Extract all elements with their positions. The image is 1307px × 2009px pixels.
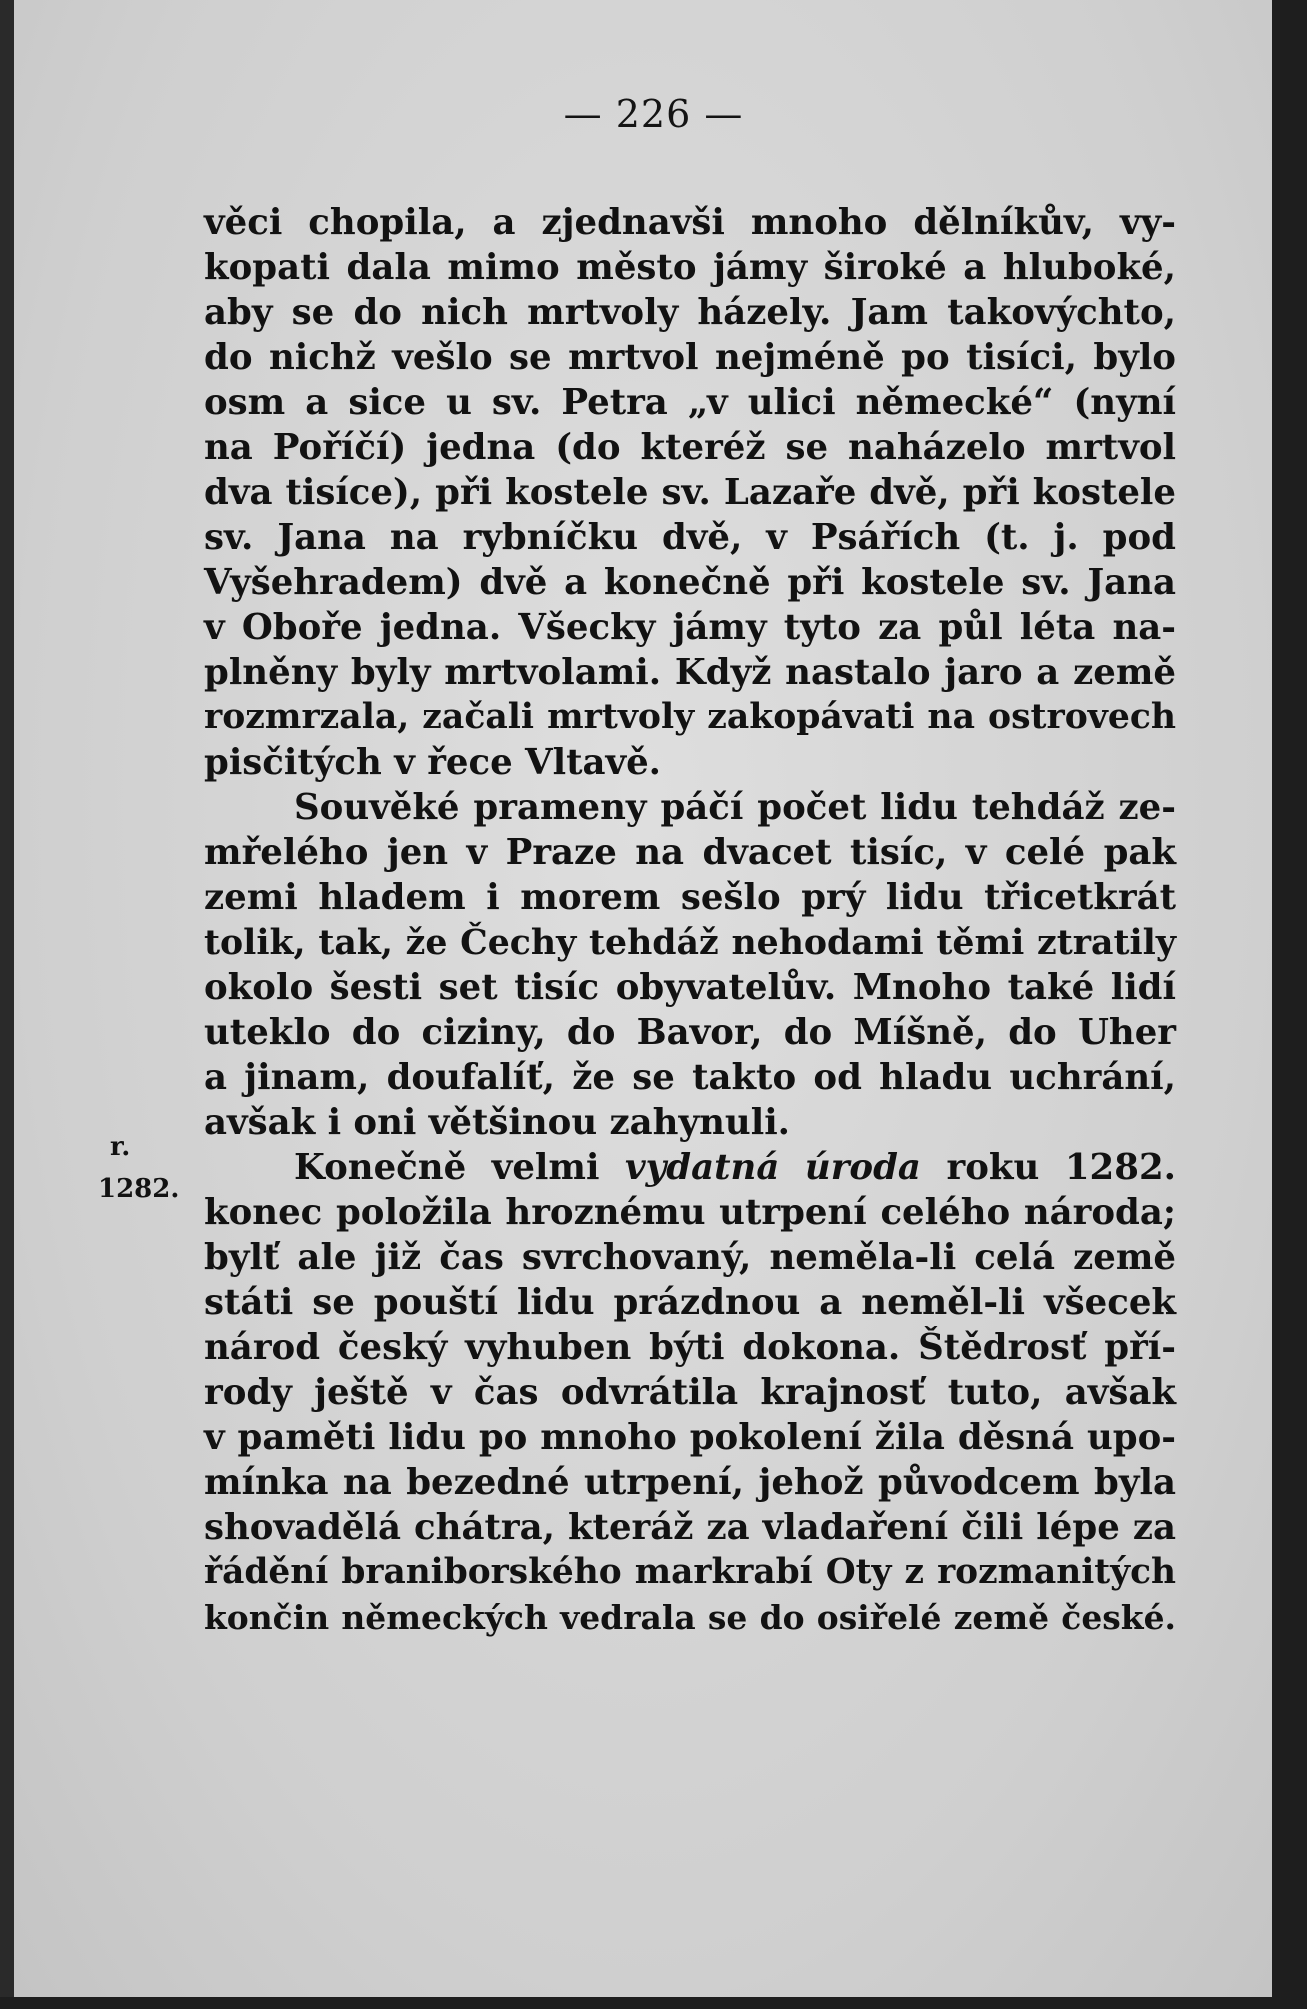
text-line: věci chopila, a zjednavši mnoho dělníkův, vy- xyxy=(204,202,1176,243)
text-line: dva tisíce), při kostele sv. Lazaře dvě, při kostele xyxy=(204,472,1176,513)
text-line: bylť ale již čas svrchovaný, neměla-li celá země xyxy=(204,1237,1176,1278)
para3-start: Konečně velmi xyxy=(294,1147,626,1188)
text-line: uteklo do ciziny, do Bavor, do Míšně, do Uher xyxy=(204,1012,1176,1053)
text-line: osm a sice u sv. Petra „v ulici německé“ (nyní xyxy=(204,382,1176,423)
paragraph-start-line: Souvěké prameny páčí počet lidu tehdáž ze- xyxy=(294,787,1176,828)
text-line: aby se do nich mrtvoly házely. Jam takovýchto, xyxy=(204,292,1176,333)
margin-note-year: 1282. xyxy=(98,1174,180,1204)
text-line: avšak i oni většinou zahynuli. xyxy=(204,1102,791,1143)
text-line: okolo šesti set tisíc obyvatelův. Mnoho také lidí xyxy=(204,967,1176,1008)
scan-edge-bottom xyxy=(0,1997,1307,2009)
text-line: rozmrzala, začali mrtvoly zakopávati na ostrovech xyxy=(204,697,1176,737)
paragraph-start-line xyxy=(204,1145,1176,1190)
text-line: mínka na bezedné utrpení, jehož původcem byla xyxy=(204,1462,1176,1503)
text-line: pisčitých v řece Vltavě. xyxy=(204,742,662,783)
margin-note-r: r. xyxy=(110,1132,131,1162)
text-line: konec položila hroznému utrpení celého národa; xyxy=(204,1192,1176,1233)
text-line: končin německých vedrala se do osiřelé země české. xyxy=(204,1598,1176,1637)
text-line: národ český vyhuben býti dokona. Štědrosť pří- xyxy=(204,1327,1176,1368)
para3-italic: vydatná úroda xyxy=(625,1147,921,1188)
text-line: zemi hladem i morem sešlo prý lidu třicetkrát xyxy=(204,877,1176,918)
text-line: v paměti lidu po mnoho pokolení žila děsná upo- xyxy=(204,1417,1176,1458)
text-line: na Poříčí) jedna (do kteréž se naházelo mrtvol xyxy=(204,427,1176,468)
text-line: Vyšehradem) dvě a konečně při kostele sv. Jana xyxy=(204,562,1176,603)
text-line: do nichž vešlo se mrtvol nejméně po tisíci, bylo xyxy=(204,337,1176,378)
body-text xyxy=(204,200,1176,1640)
text-line: řádění braniborského markrabí Oty z rozmanitých xyxy=(204,1552,1176,1592)
text-line: mřelého jen v Praze na dvacet tisíc, v celé pak xyxy=(204,832,1176,873)
text-line: státi se pouští lidu prázdnou a neměl-li všecek xyxy=(204,1282,1176,1323)
para3-end: roku 1282. xyxy=(920,1147,1176,1188)
scan-edge-right xyxy=(1272,0,1307,2009)
page-number: — 226 — xyxy=(563,92,744,136)
text-line: kopati dala mimo město jámy široké a hluboké, xyxy=(204,247,1176,288)
text-line: tolik, tak, že Čechy tehdáž nehodami těmi ztratily xyxy=(204,922,1176,963)
text-line: sv. Jana na rybníčku dvě, v Psářích (t. j. pod xyxy=(204,517,1176,558)
text-line: shovadělá chátra, kteráž za vladaření čili lépe za xyxy=(204,1507,1176,1548)
text-line: a jinam, doufalíť, že se takto od hladu uchrání, xyxy=(204,1057,1176,1098)
text-line: plněny byly mrtvolami. Když nastalo jaro a země xyxy=(204,652,1176,693)
text-line: v Oboře jedna. Všecky jámy tyto za půl léta na- xyxy=(204,607,1176,648)
text-line: rody ještě v čas odvrátila krajnosť tuto, avšak xyxy=(204,1372,1176,1413)
